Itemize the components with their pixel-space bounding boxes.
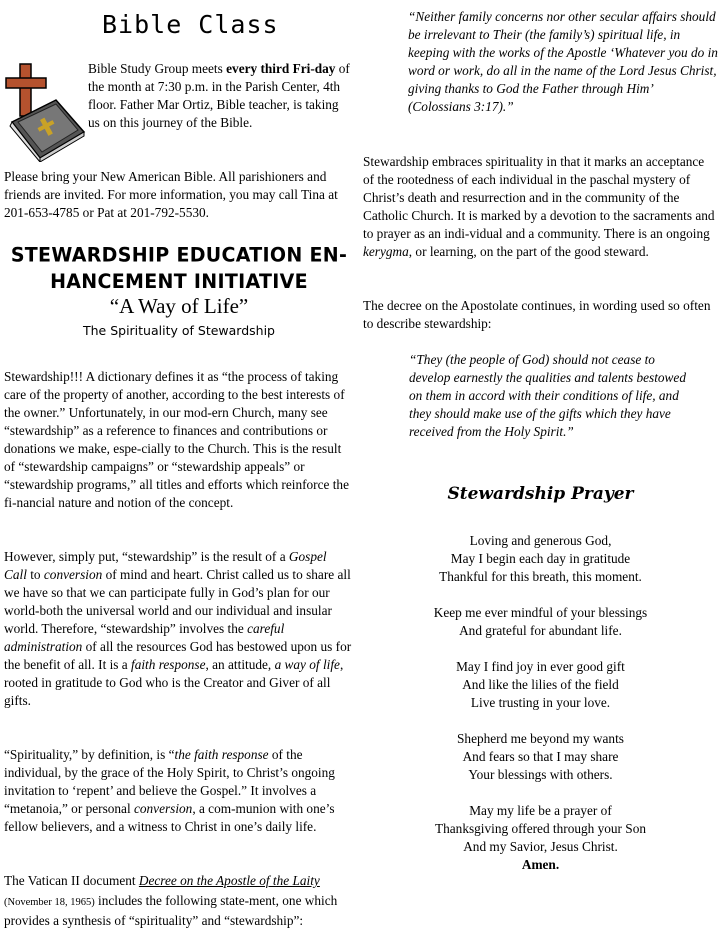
stewardship-paragraph-3: “Spirituality,” by definition, is “the faith response of the individual, by the grace of the Holy Spirit, to Christ’s ongoing invitation to ‘repent’ and believe the Gospel.” It involves a “metanoia,” or personal conversion, a com-munion with one’s fellow believers, and a witness to Christ in one’s daily life. <box>4 747 335 834</box>
prayer-stanza-2: Keep me ever mindful of your blessings And grateful for abundant life. <box>433 605 648 638</box>
colossians-quote: “Neither family concerns nor other secular affairs should be irrelevant to Their (the family’s) spiritual life, in keeping with the works of the Apostle ‘Whatever you do in word or work, do all in the name of the Lord Jesus Christ, giving thanks to God the Father through Him’ (Colossians 3:17).” <box>408 9 718 114</box>
amen-text: Amen. <box>521 857 560 872</box>
stewardship-paragraph-6: The decree on the Apostolate continues, in wording used so often to describe stewardship: <box>363 298 711 331</box>
prayer-stanza-3: May I find joy in ever good gift And like the lilies of the field Live trusting in your love. <box>456 659 625 710</box>
prayer-title: Stewardship Prayer <box>447 484 634 504</box>
bible-class-title: Bible Class <box>102 10 279 39</box>
decree-document-title: Decree on the Apostle of the Laity <box>138 873 320 888</box>
stewardship-paragraph-5: Stewardship embraces spirituality in that it marks an acceptance of the rootedness of each individual in the paschal mystery of Christ’s death and resurrection and in the community of the Catholic Church. It is marked by a devotion to the sacraments and to prayer as an indi-vidual and a community. There is an ongoing kerygma, or learning, on the part of the good steward. <box>363 154 715 259</box>
stewardship-subtitle: “A Way of Life” <box>109 294 249 318</box>
prayer-stanza-1: Loving and generous God, May I begin each day in gratitude Thankful for this breath, this moment. <box>439 533 642 584</box>
prayer-stanza-5: May my life be a prayer of Thanksgiving offered through your Son And my Savior, Jesus Christ. Amen. <box>435 803 646 872</box>
decree-quote: “They (the people of God) should not cease to develop earnestly the qualities and talents bestowed on them in accord with their conditions of life, and they should make use of the gifts which they have received from the Holy Spirit.” <box>409 352 686 439</box>
stewardship-subtitle-2: The Spirituality of Stewardship <box>82 323 275 338</box>
stewardship-heading: STEWARDSHIP EDUCATION EN-HANCEMENT INITIATIVE <box>10 243 348 294</box>
stewardship-paragraph-4: The Vatican II document Decree on the Apostle of the Laity (November 18, 1965) includes the following state-ment, one which provides a synthesis of “spirituality” and “stewardship”: <box>4 873 338 928</box>
bible-class-invite: Please bring your New American Bible. All parishioners and friends are invited. For more information, you may call Tina at 201-653-4785 or Pat at 201-792-5530. <box>4 169 338 220</box>
prayer-stanza-4: Shepherd me beyond my wants And fears so that I may share Your blessings with others. <box>457 731 624 782</box>
bible-cross-icon <box>4 62 86 162</box>
stewardship-paragraph-2: However, simply put, “stewardship” is the result of a Gospel Call to conversion of mind and heart. Christ called us to share all we have so that we can participate fully in God’s plan for our world-both the universal world and our individual and insular world. Therefore, “stewardship” involves the careful administration of all the resources God has bestowed upon us for the benefit of all. It is a faith response, an attitude, a way of life, rooted in gratitude to God who is the Creator and Giver of all gifts. <box>4 549 352 708</box>
stewardship-paragraph-1: Stewardship!!! A dictionary defines it as “the process of taking care of the property of another, according to the best interests of the owner.” Unfortunately, in our mod-ern Church, many see “stewardship” as a reference to finances and contributions or donations we make, espe-cially to the Church. This is the result of “stewardship campaigns” or “stewardship appeals” or “stewardship programs,” all titles and efforts which reinforce the fi-nancial nature and notion of the concept. <box>4 369 349 510</box>
bible-class-intro: Bible Study Group meets every third Fri-day of the month at 7:30 p.m. in the Parish Center, 4th floor. Father Mar Ortiz, Bible teacher, is taking us on this journey of the Bible. <box>88 61 350 130</box>
